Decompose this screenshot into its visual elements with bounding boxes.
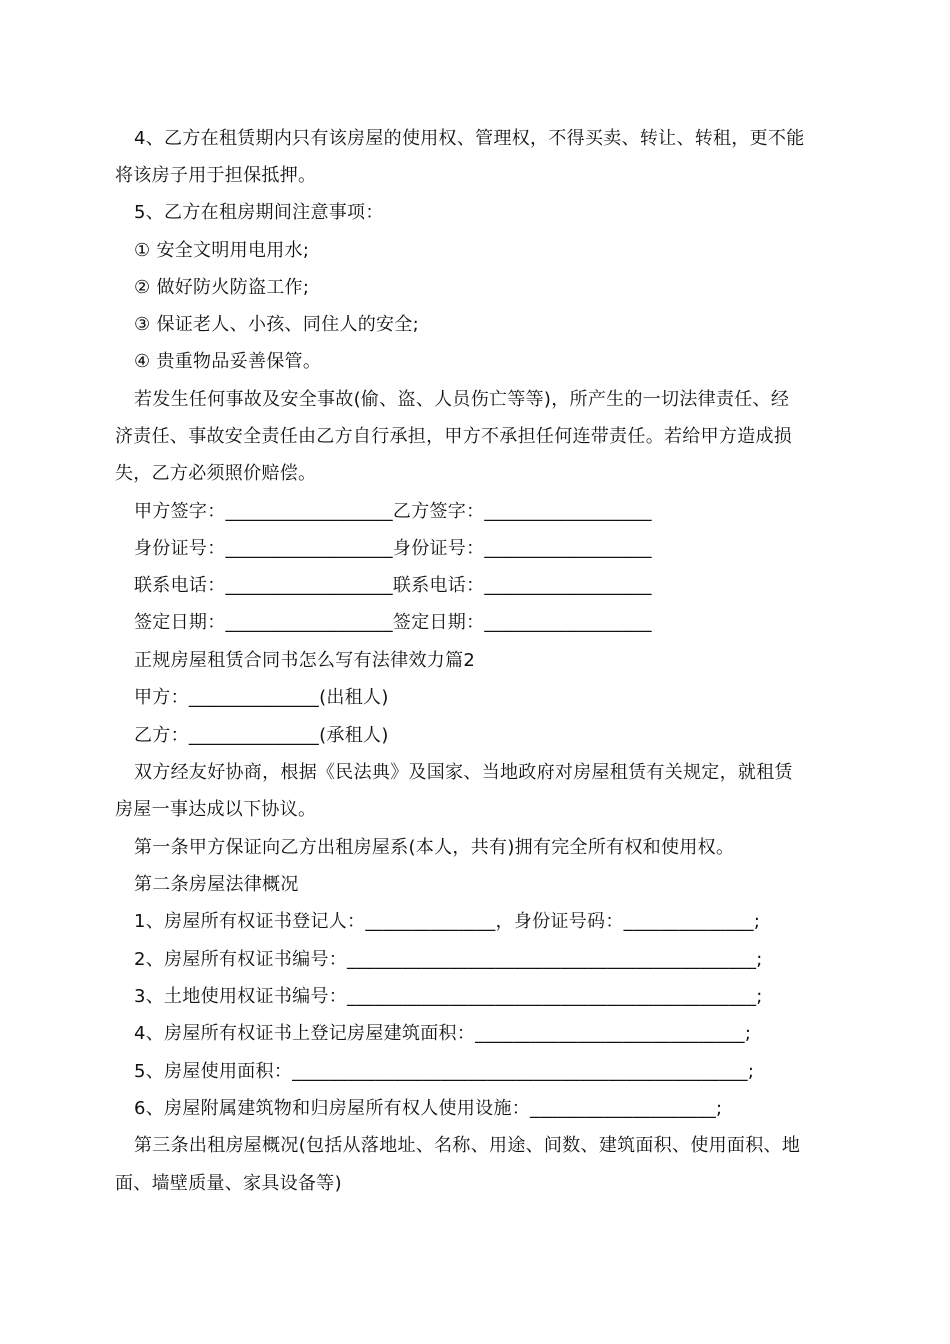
article-2-heading: 第二条房屋法律概况: [134, 874, 299, 895]
article-3-line-1: 第三条出租房屋概况(包括从落地址、名称、用途、间数、建筑面积、使用面积、地: [134, 1135, 801, 1156]
signature-line: 甲方签字：__________________乙方签字：__________________: [134, 501, 652, 522]
notice-item-4: ④ 贵重物品妥善保管。: [134, 351, 322, 372]
phone-line: 联系电话：__________________联系电话：__________________: [134, 575, 652, 596]
section-title: 正规房屋租赁合同书怎么写有法律效力篇2: [134, 650, 476, 671]
article-1: 第一条甲方保证向乙方出租房屋系(本人，共有)拥有完全所有权和使用权。: [134, 837, 735, 858]
article-2-item-2: 2、房屋所有权证书编号：____________________________________________;: [134, 949, 763, 970]
intro-line-1: 双方经友好协商，根据《民法典》及国家、当地政府对房屋租赁有关规定，就租赁: [134, 762, 793, 783]
clause-4-line-2: 将该房子用于担保抵押。: [115, 165, 317, 186]
article-3-line-2: 面、墙壁质量、家具设备等): [115, 1173, 342, 1194]
notice-item-1: ① 安全文明用电用水;: [134, 240, 310, 261]
accident-clause-line-3: 失，乙方必须照价赔偿。: [115, 463, 317, 484]
notice-item-3: ③ 保证老人、小孩、同住人的安全;: [134, 314, 420, 335]
article-2-item-5: 5、房屋使用面积：_________________________________________________;: [134, 1061, 755, 1082]
article-2-item-6: 6、房屋附属建筑物和归房屋所有权人使用设施：____________________;: [134, 1098, 723, 1119]
clause-4-line-1: 4、乙方在租赁期内只有该房屋的使用权、管理权，不得买卖、转让、转租，更不能: [134, 128, 805, 149]
accident-clause-line-1: 若发生任何事故及安全事故(偷、盗、人员伤亡等等)，所产生的一切法律责任、经: [134, 389, 790, 410]
accident-clause-line-2: 济责任、事故安全责任由乙方自行承担，甲方不承担任何连带责任。若给甲方造成损: [115, 426, 793, 447]
article-2-item-4: 4、房屋所有权证书上登记房屋建筑面积：_____________________________;: [134, 1023, 752, 1044]
intro-line-2: 房屋一事达成以下协议。: [115, 799, 317, 820]
id-number-line: 身份证号：__________________身份证号：__________________: [134, 538, 652, 559]
sign-date-line: 签定日期：__________________签定日期：__________________: [134, 612, 652, 633]
clause-5: 5、乙方在租房期间注意事项：: [134, 202, 384, 223]
article-2-item-1: 1、房屋所有权证书登记人：______________，身份证号码：______________;: [134, 911, 761, 932]
notice-item-2: ② 做好防火防盗工作;: [134, 277, 310, 298]
party-b-line: 乙方：______________(承租人): [134, 725, 389, 746]
party-a-line: 甲方：______________(出租人): [134, 687, 389, 708]
article-2-item-3: 3、土地使用权证书编号：____________________________________________;: [134, 986, 763, 1007]
